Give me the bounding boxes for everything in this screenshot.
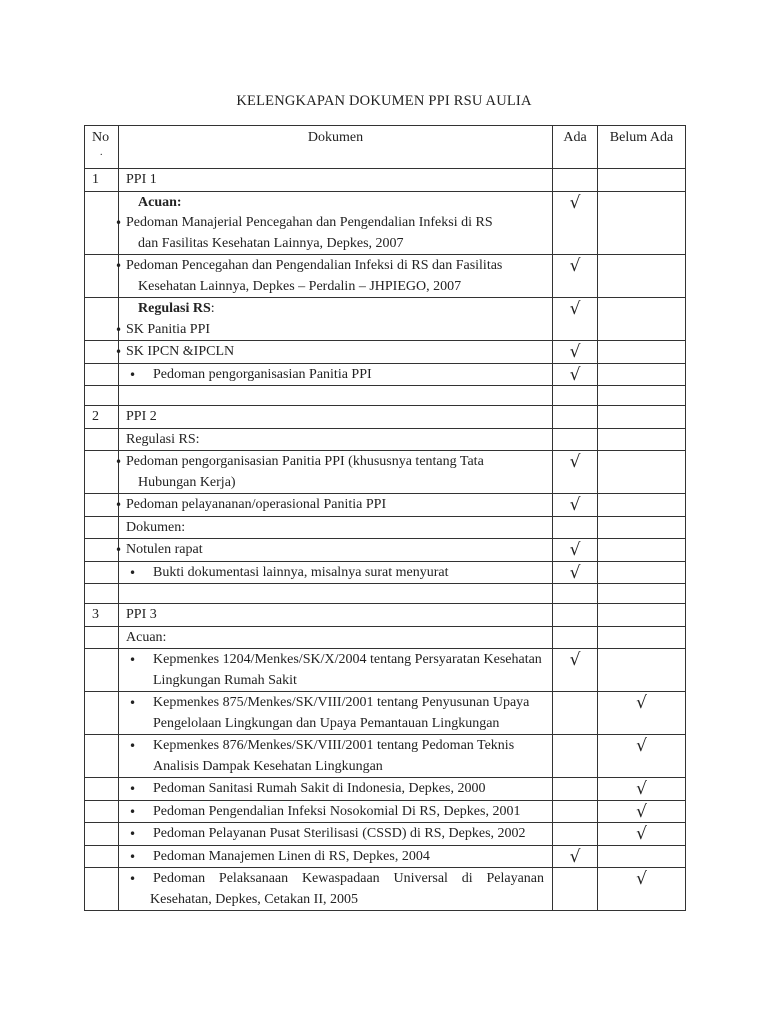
spacer-row xyxy=(85,584,686,604)
section-label: PPI 2 xyxy=(119,406,553,429)
list-item: Pedoman Pencegahan dan Pengendalian Infeksi di RS dan Fasilitas xyxy=(126,258,503,273)
list-item: Bukti dokumentasi lainnya, misalnya surat menyurat xyxy=(153,564,449,580)
bullet-icon: • xyxy=(115,322,123,337)
section-label: PPI 3 xyxy=(119,604,553,627)
section-number: 2 xyxy=(85,406,119,429)
list-item: Pedoman Manajerial Pencegahan dan Pengendalian Infeksi di RS xyxy=(126,215,493,230)
check-belum-ada: √ xyxy=(598,823,686,846)
bullet-icon: • xyxy=(129,367,137,382)
list-item: Pedoman Pelaksanaan Kewaspadaan Universal di Pelayanan xyxy=(153,871,544,886)
table-row: Regulasi RS: • SK Panitia PPI √ xyxy=(85,298,686,341)
header-dokumen: Dokumen xyxy=(119,126,553,169)
section-label: PPI 1 xyxy=(119,169,553,192)
table-row xyxy=(85,406,686,429)
list-item: Pedoman pengorganisasian Panitia PPI (khususnya tentang Tata xyxy=(126,454,484,469)
section-number: 3 xyxy=(85,604,119,627)
bullet-icon: • xyxy=(129,565,137,580)
bullet-icon: • xyxy=(129,804,137,819)
acuan-heading: Acuan: xyxy=(138,194,182,210)
check-ada: √ xyxy=(553,561,598,584)
regulasi-heading: Regulasi RS xyxy=(138,301,211,316)
table-row xyxy=(85,561,686,584)
table-row xyxy=(85,649,686,692)
list-item: Kepmenkes 1204/Menkes/SK/X/2004 tentang Persyaratan Kesehatan Lingkungan Rumah Sakit xyxy=(153,652,542,688)
spacer-row xyxy=(85,386,686,406)
section-number: 1 xyxy=(85,169,119,192)
table-row xyxy=(85,494,686,517)
bullet-icon: • xyxy=(129,782,137,796)
document-checklist-table xyxy=(84,125,686,911)
list-item: Notulen rapat xyxy=(126,542,203,557)
table-row xyxy=(85,800,686,823)
check-belum-ada: √ xyxy=(598,692,686,735)
check-ada: √ xyxy=(553,298,598,341)
table-row xyxy=(85,823,686,846)
header-belum-ada: Belum Ada xyxy=(598,126,686,169)
list-item-continuation: Hubungan Kerja) xyxy=(138,474,236,490)
document-title: KELENGKAPAN DOKUMEN PPI RSU AULIA xyxy=(236,93,532,109)
table-row xyxy=(85,845,686,868)
list-item-continuation: Kesehatan, Depkes, Cetakan II, 2005 xyxy=(150,891,358,907)
list-item: Pedoman Pengendalian Infeksi Nosokomial Di RS, Depkes, 2001 xyxy=(153,803,521,819)
check-ada: √ xyxy=(553,539,598,562)
header-row xyxy=(85,126,686,169)
dokumen-heading: Dokumen: xyxy=(119,516,553,539)
table-row xyxy=(85,255,686,298)
bullet-icon: • xyxy=(129,849,137,864)
check-ada: √ xyxy=(553,191,598,255)
acuan-heading: Acuan: xyxy=(119,626,553,649)
table-row xyxy=(85,451,686,494)
table-row xyxy=(85,692,686,735)
list-item: Kepmenkes 875/Menkes/SK/VIII/2001 tentang Penyusunan Upaya Pengelolaan Lingkungan dan Upaya Pemantauan Lingkungan xyxy=(153,695,530,731)
bullet-icon: • xyxy=(115,345,123,359)
list-item: SK Panitia PPI xyxy=(126,321,211,337)
bullet-icon: • xyxy=(115,543,123,557)
table-row xyxy=(85,868,686,911)
list-item-continuation: Kesehatan Lainnya, Depkes – Perdalin – JHPIEGO, 2007 xyxy=(138,278,462,294)
list-item: Pedoman Sanitasi Rumah Sakit di Indonesia, Depkes, 2000 xyxy=(153,781,486,796)
bullet-icon: • xyxy=(115,455,123,469)
header-ada: Ada xyxy=(553,126,598,169)
table-row xyxy=(85,539,686,562)
check-ada: √ xyxy=(553,649,598,692)
bullet-icon: • xyxy=(129,696,137,710)
bullet-icon: • xyxy=(129,827,137,841)
check-ada: √ xyxy=(553,845,598,868)
list-item: Pedoman pelayananan/operasional Panitia PPI xyxy=(126,497,387,512)
list-item: Pedoman pengorganisasian Panitia PPI xyxy=(153,366,372,382)
table-row xyxy=(85,604,686,627)
list-item: Pedoman Manajemen Linen di RS, Depkes, 2004 xyxy=(153,848,430,864)
bullet-icon: • xyxy=(129,872,137,886)
bullet-icon: • xyxy=(129,739,137,753)
check-ada: √ xyxy=(553,363,598,386)
bullet-icon: • xyxy=(115,498,123,512)
header-no: No . xyxy=(85,126,119,169)
list-item: Pedoman Pelayanan Pusat Sterilisasi (CSSD) di RS, Depkes, 2002 xyxy=(153,826,526,841)
table-row xyxy=(85,735,686,778)
bullet-icon: • xyxy=(115,259,123,273)
check-ada: √ xyxy=(553,341,598,364)
list-item-continuation: dan Fasilitas Kesehatan Lainnya, Depkes, 2007 xyxy=(138,235,404,251)
table-row xyxy=(85,516,686,539)
list-item: SK IPCN &IPCLN xyxy=(126,344,235,359)
check-belum-ada: √ xyxy=(598,868,686,911)
regulasi-heading: Regulasi RS: xyxy=(119,428,553,451)
check-ada: √ xyxy=(553,451,598,494)
table-row xyxy=(85,341,686,364)
check-belum-ada: √ xyxy=(598,778,686,801)
check-belum-ada: √ xyxy=(598,800,686,823)
table-row xyxy=(85,169,686,192)
list-item: Kepmenkes 876/Menkes/SK/VIII/2001 tentang Pedoman Teknis Analisis Dampak Kesehatan Lingkungan xyxy=(153,738,515,774)
bullet-icon: • xyxy=(129,653,137,667)
check-belum-ada: √ xyxy=(598,735,686,778)
check-ada: √ xyxy=(553,494,598,517)
table-row xyxy=(85,626,686,649)
check-ada: √ xyxy=(553,255,598,298)
table-row xyxy=(85,428,686,451)
table-row xyxy=(85,363,686,386)
table-row xyxy=(85,191,686,255)
table-row xyxy=(85,778,686,801)
bullet-icon: • xyxy=(115,216,123,230)
